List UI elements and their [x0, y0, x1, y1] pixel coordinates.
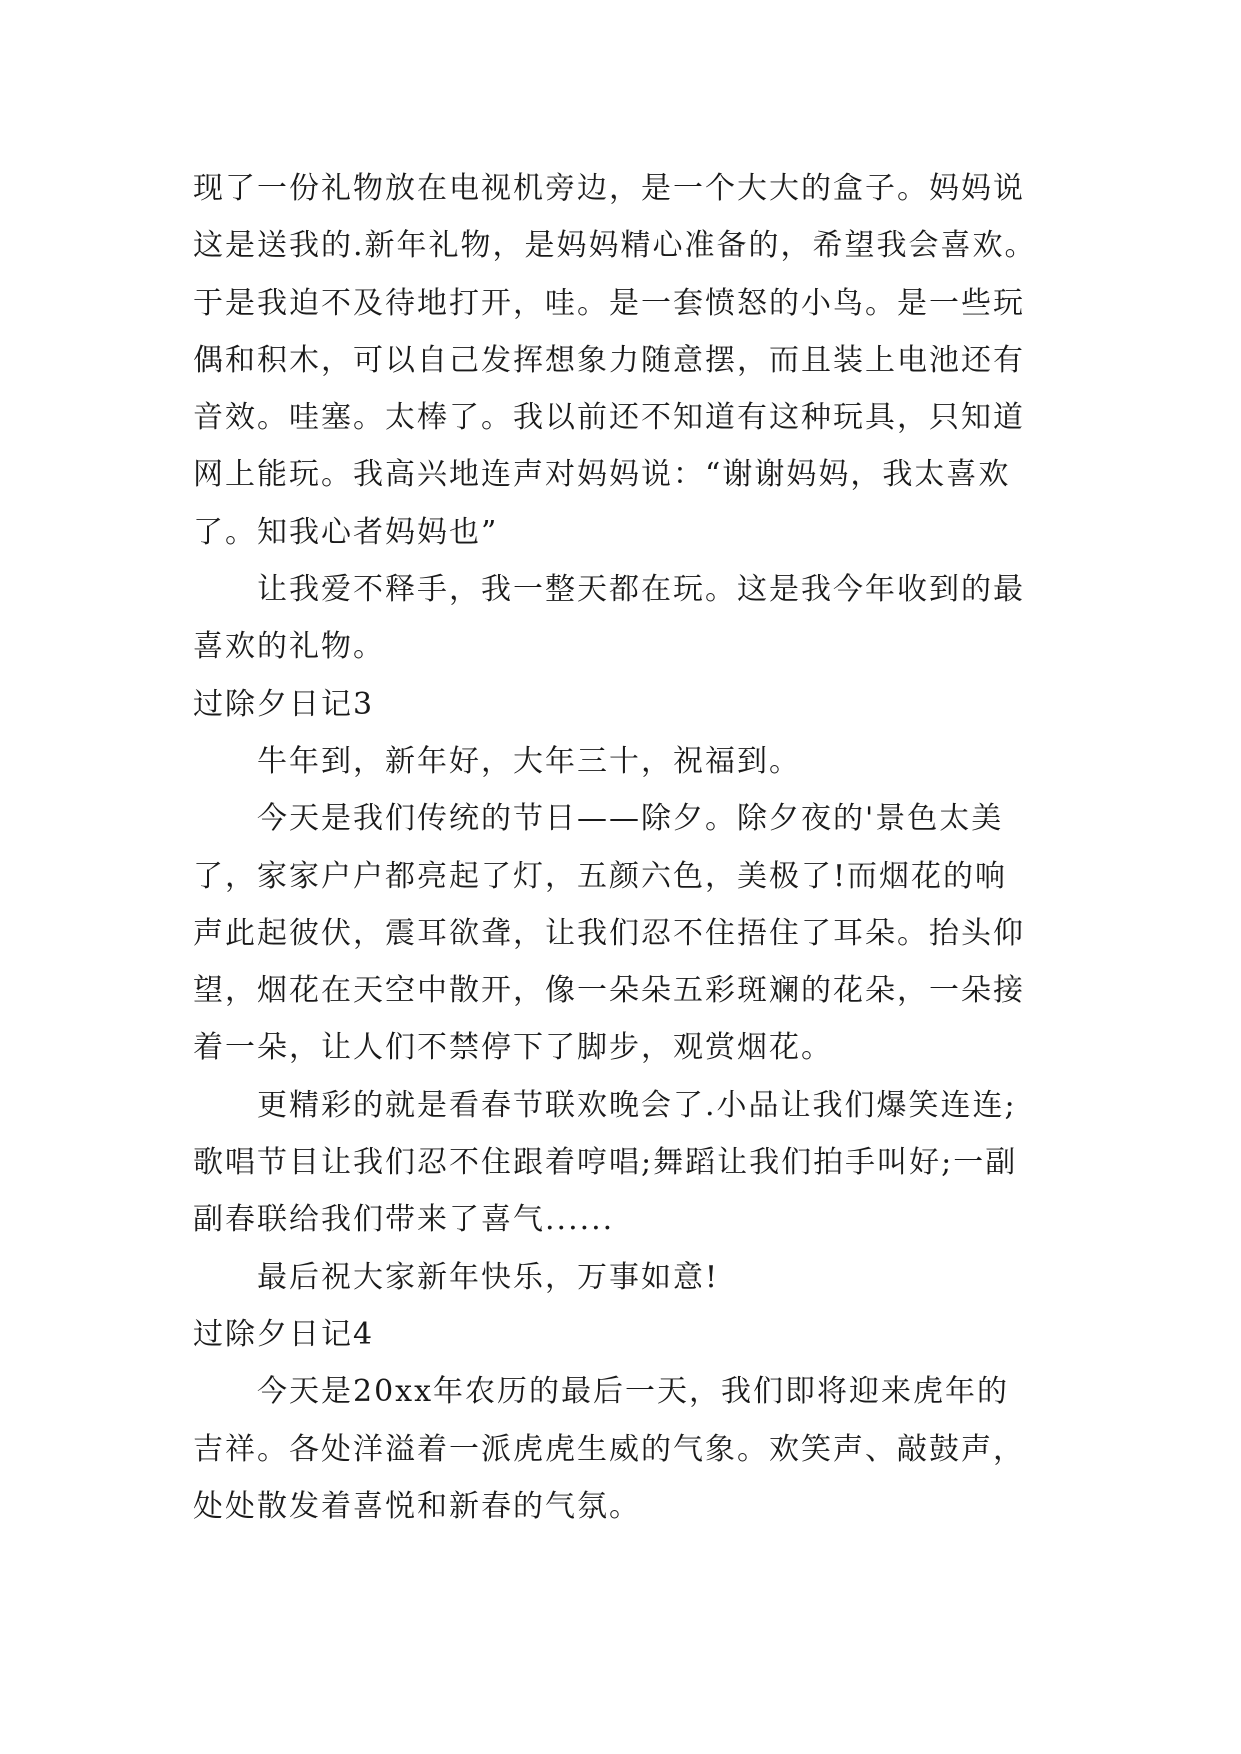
text-line: 于是我迫不及待地打开，哇。是一套愤怒的小鸟。是一些玩 — [193, 285, 1025, 321]
text-line: 音效。哇塞。太棒了。我以前还不知道有这种玩具，只知道 — [193, 400, 1025, 436]
text-line: 网上能玩。我高兴地连声对妈妈说：“谢谢妈妈，我太喜欢 — [193, 457, 1011, 493]
paragraph-first-line: 最后祝大家新年快乐，万事如意! — [257, 1259, 720, 1295]
text-line: 着一朵，让人们不禁停下了脚步，观赏烟花。 — [193, 1030, 833, 1066]
text-line: 这是送我的.新年礼物，是妈妈精心准备的，希望我会喜欢。 — [193, 228, 1037, 264]
text-line: 偶和积木，可以自己发挥想象力随意摆，而且装上电池还有 — [193, 342, 1025, 378]
paragraph-first-line: 更精彩的就是看春节联欢晚会了.小品让我们爆笑连连; — [257, 1087, 1017, 1123]
paragraph-first-line: 今天是我们传统的节日——除夕。除夕夜的'景色太美 — [257, 801, 1004, 837]
text-line: 处处散发着喜悦和新春的气氛。 — [193, 1488, 641, 1524]
section-heading: 过除夕日记4 — [193, 1316, 375, 1352]
paragraph-first-line: 让我爱不释手，我一整天都在玩。这是我今年收到的最 — [257, 572, 1025, 608]
text-line: 了。知我心者妈妈也” — [193, 514, 499, 550]
text-line: 副春联给我们带来了喜气...... — [193, 1202, 615, 1238]
text-line: 望，烟花在天空中散开，像一朵朵五彩斑斓的花朵，一朵接 — [193, 973, 1025, 1009]
paragraph-first-line: 今天是20xx年农历的最后一天，我们即将迎来虎年的 — [257, 1374, 1010, 1410]
text-line: 吉祥。各处洋溢着一派虎虎生威的气象。欢笑声、敲鼓声， — [193, 1431, 1025, 1467]
section-heading: 过除夕日记3 — [193, 686, 375, 722]
document-body — [193, 160, 1073, 1535]
text-line: 喜欢的礼物。 — [193, 629, 385, 665]
paragraph-first-line: 牛年到，新年好，大年三十，祝福到。 — [257, 743, 801, 779]
text-line: 了，家家户户都亮起了灯，五颜六色，美极了!而烟花的响 — [193, 858, 1008, 894]
text-line: 声此起彼伏，震耳欲聋，让我们忍不住捂住了耳朵。抬头仰 — [193, 915, 1025, 951]
text-line: 歌唱节目让我们忍不住跟着哼唱;舞蹈让我们拍手叫好;一副 — [193, 1145, 1018, 1181]
text-line: 现了一份礼物放在电视机旁边，是一个大大的盒子。妈妈说 — [193, 171, 1025, 206]
